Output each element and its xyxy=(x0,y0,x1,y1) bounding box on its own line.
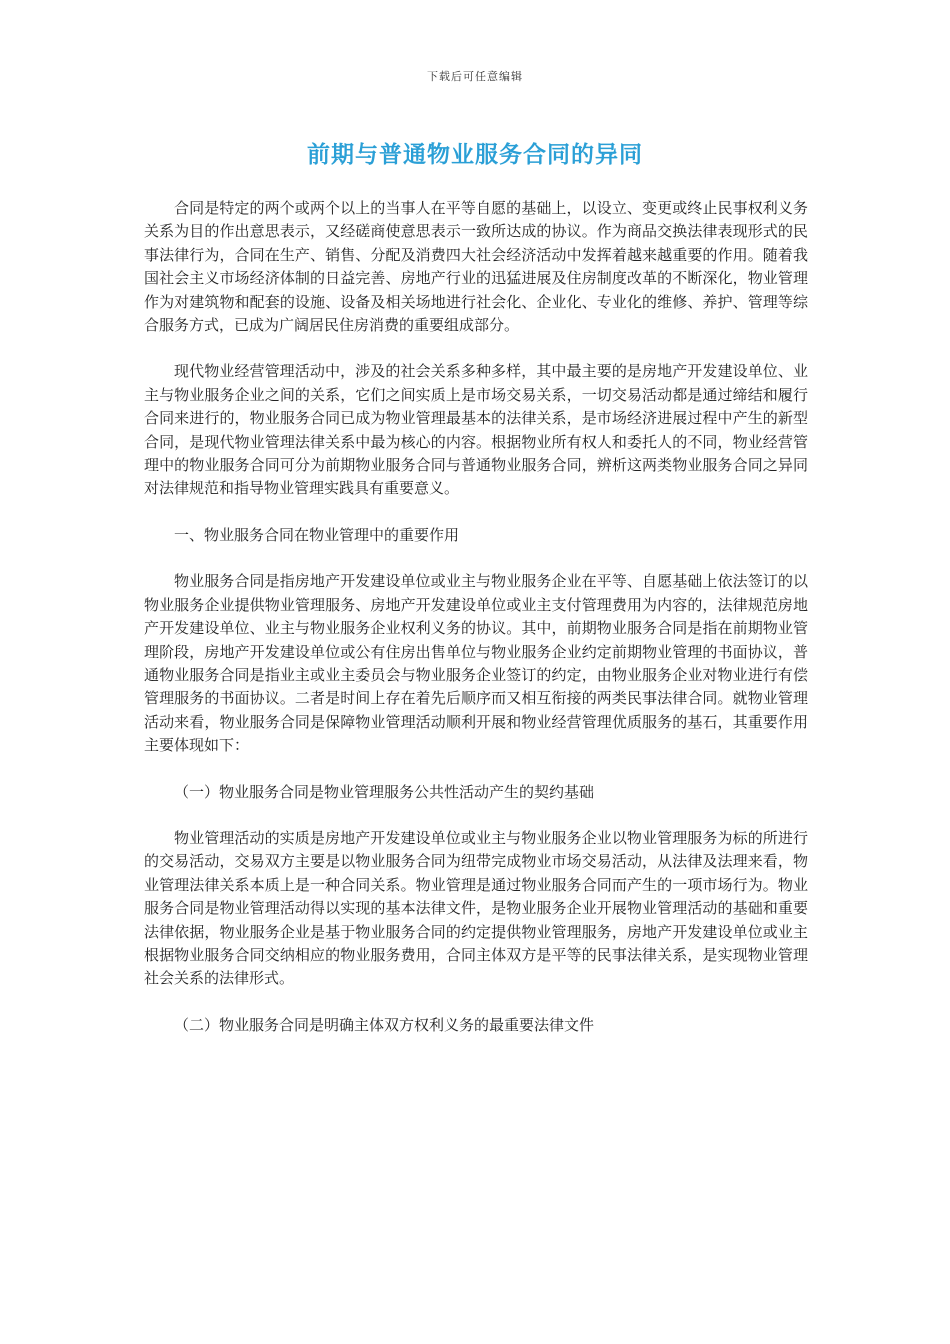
document-body xyxy=(144,197,808,1060)
paragraph-intro: 合同是特定的两个或两个以上的当事人在平等自愿的基础上，以设立、变更或终止民事权利义务关系为目的作出意思表示，又经磋商使意思表示一致所达成的协议。作为商品交换法律表现形式的民事法律行为，合同在生产、销售、分配及消费四大社会经济活动中发挥着越来越重要的作用。随着我国社会主义市场经济体制的日益完善、房地产行业的迅猛进展及住房制度改革的不断深化，物业管理作为对建筑物和配套的设施、设备及相关场地进行社会化、企业化、专业化的维修、养护、管理等综合服务方式，已成为广阔居民住房消费的重要组成部分。 xyxy=(144,199,808,335)
subsection-heading-2: （二）物业服务合同是明确主体双方权利义务的最重要法律文件 xyxy=(174,1015,595,1034)
header-note: 下载后可任意编辑 xyxy=(427,70,523,83)
paragraph-contract-basis: 物业管理活动的实质是房地产开发建设单位或业主与物业服务企业以物业管理服务为标的所进行的交易活动，交易双方主要是以物业服务合同为纽带完成物业市场交易活动，从法律及法理来看，物业管理法律关系本质上是一种合同关系。物业管理是通过物业服务合同而产生的一项市场行为。物业服务合同是物业管理活动得以实现的基本法律文件，是物业服务企业开展物业管理活动的基础和重要法律依据，物业服务企业是基于物业服务合同的约定提供物业管理服务，房地产开发建设单位或业主根据物业服务合同交纳相应的物业服务费用，合同主体双方是平等的民事法律关系，是实现物业管理社会关系的法律形式。 xyxy=(144,828,808,988)
paragraph-contract-definition: 物业服务合同是指房地产开发建设单位或业主与物业服务企业在平等、自愿基础上依法签订的以物业服务企业提供物业管理服务、房地产开发建设单位或业主支付管理费用为内容的，法律规范房地产开发建设单位、业主与物业服务企业权利义务的协议。其中，前期物业服务合同是指在前期物业管理阶段，房地产开发建设单位或公有住房出售单位与物业服务企业约定前期物业管理的书面协议，普通物业服务合同是指业主或业主委员会与物业服务企业签订的约定，由物业服务企业对物业进行有偿管理服务的书面协议。二者是时间上存在着先后顺序而又相互衔接的两类民事法律合同。就物业管理活动来看，物业服务合同是保障物业管理活动顺利开展和物业经营管理优质服务的基石，其重要作用主要体现如下： xyxy=(144,572,808,755)
paragraph-modern-property: 现代物业经营管理活动中，涉及的社会关系多种多样，其中最主要的是房地产开发建设单位、业主与物业服务企业之间的关系，它们之间实质上是市场交易关系，一切交易活动都是通过缔结和履行合同来进行的，物业服务合同已成为物业管理最基本的法律关系，是市场经济进展过程中产生的新型合同，是现代物业管理法律关系中最为核心的内容。根据物业所有权人和委托人的不同，物业经营管理中的物业服务合同可分为前期物业服务合同与普通物业服务合同，辨析这两类物业服务合同之异同对法律规范和指导物业管理实践具有重要意义。 xyxy=(144,362,808,498)
document-title: 前期与普通物业服务合同的异同 xyxy=(307,141,643,168)
section-heading-1: 一、物业服务合同在物业管理中的重要作用 xyxy=(174,525,460,544)
subsection-heading-1: （一）物业服务合同是物业管理服务公共性活动产生的契约基础 xyxy=(174,782,595,801)
